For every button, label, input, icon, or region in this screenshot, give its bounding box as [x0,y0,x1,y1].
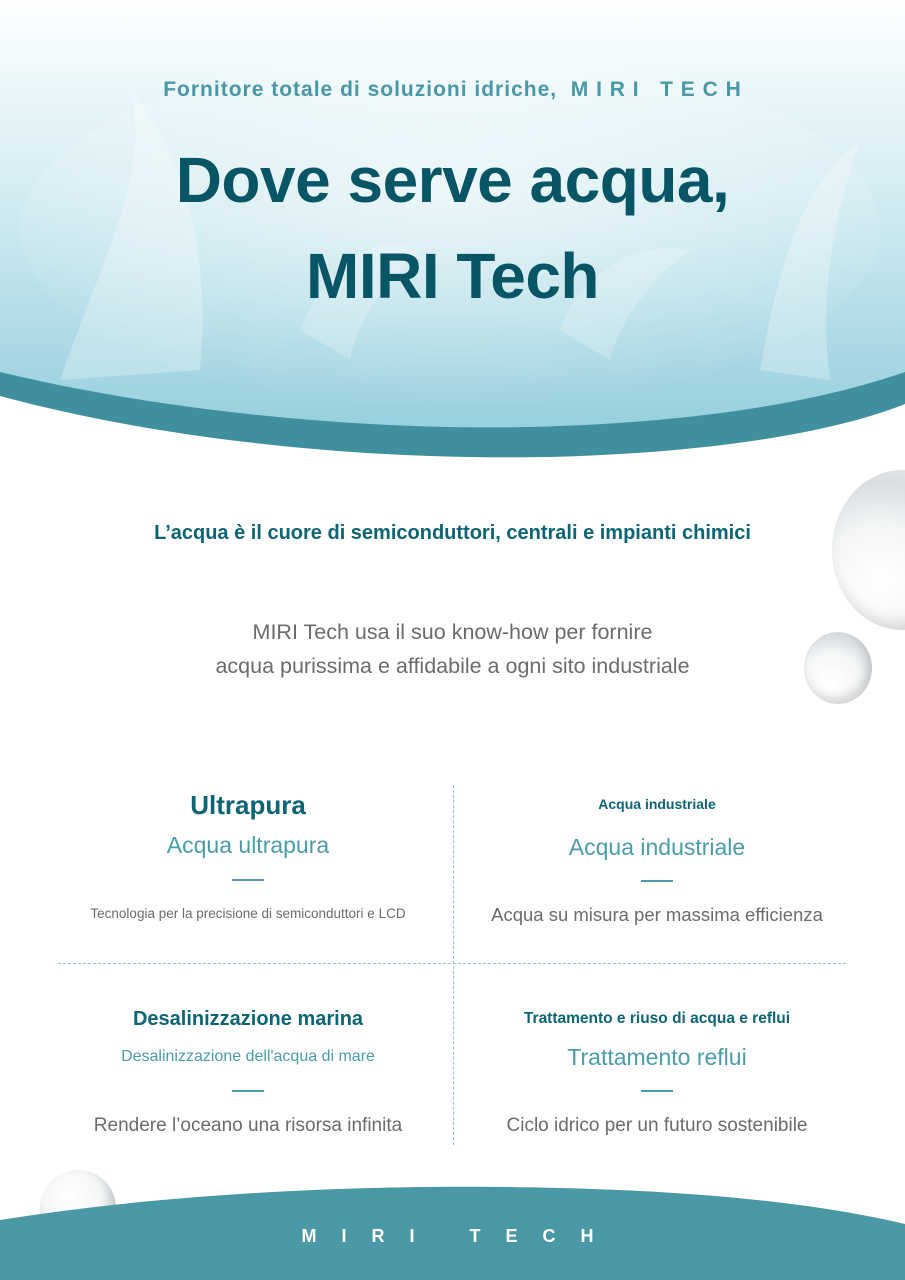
intro-body-line-1: MIRI Tech usa il suo know-how per fornire [252,620,653,644]
hero-headline: Dove serve acqua, [175,144,730,216]
service-title: Trattamento e riuso di acqua e reflui [523,1010,791,1027]
service-subtitle: Desalinizzazione dell'acqua di mare [121,1048,375,1065]
hero-tagline: Fornitore totale di soluzioni idriche, M I R I T E C H [163,78,742,101]
service-divider [232,1090,264,1092]
intro-heading: L’acqua è il cuore di semiconduttori, centrali e impianti chimici [154,522,751,544]
service-description: Acqua su misura per massima efficienza [491,904,823,925]
hero-banner [0,0,905,470]
service-subtitle: Trattamento reflui [567,1044,747,1070]
service-title: Desalinizzazione marina [132,1008,364,1030]
hero-headline-brand: MIRI Tech [306,240,599,312]
service-title: Acqua industriale [598,796,716,812]
service-divider [641,1090,673,1092]
service-subtitle: Acqua industriale [568,834,746,860]
footer-brand: M I R I T E C H [301,1226,604,1246]
service-card-wastewater [437,1004,877,1144]
service-divider [641,880,673,882]
service-card-ultrapure [28,788,468,948]
service-divider [232,879,264,881]
service-card-industrial [437,788,877,948]
service-description: Tecnologia per la precisione di semiconduttori e LCD [90,906,406,921]
water-droplet-icon [804,632,872,704]
service-title: Ultrapura [190,790,306,820]
service-description: Ciclo idrico per un futuro sostenibile [506,1115,808,1136]
intro-body-line-2: acqua purissima e affidabile a ogni sito industriale [215,654,690,678]
service-subtitle: Acqua ultrapura [166,832,330,858]
service-card-desalination [28,1004,468,1144]
water-droplet-icon [832,470,905,630]
grid-divider-horizontal [58,963,846,964]
service-description: Rendere l’oceano una risorsa infinita [93,1115,403,1136]
water-splash-illustration [0,0,905,470]
